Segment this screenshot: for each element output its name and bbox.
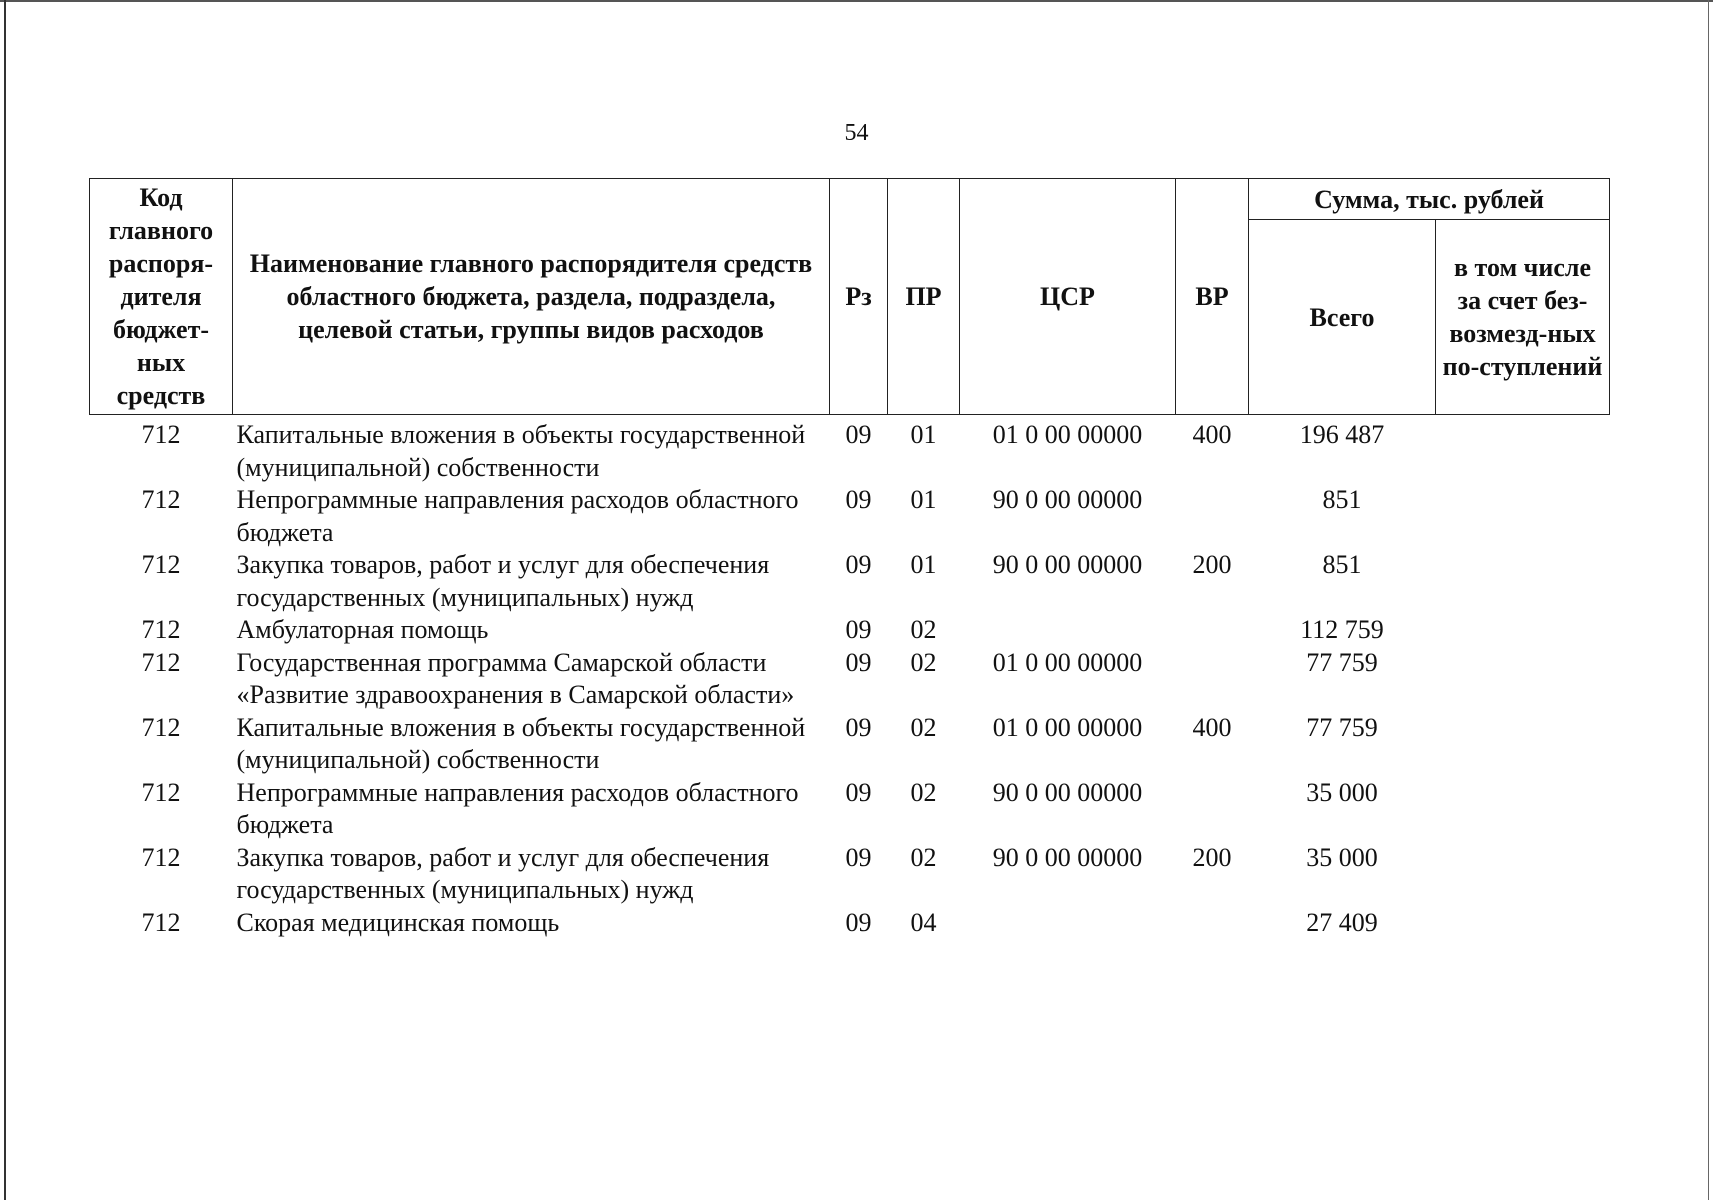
cell-free [1436,712,1610,777]
cell-code: 712 [141,777,181,807]
cell-vr [1176,484,1249,549]
cell-name: Амбулаторная помощь [236,615,489,644]
scan-edge-left [4,0,6,1200]
table-row [90,712,1610,777]
cell-csr: 90 0 00 00000 [992,777,1143,807]
cell-vr: 400 [1192,712,1232,742]
cell-total: 77 759 [1306,712,1378,742]
cell-code: 712 [141,615,181,644]
cell-free [1436,549,1610,614]
cell-csr [960,614,1176,647]
cell-code: 712 [141,842,181,872]
cell-rz: 09 [845,550,872,579]
cell-code: 712 [141,485,181,514]
cell-code: 712 [141,712,181,742]
cell-pr: 01 [910,485,937,514]
cell-pr: 02 [910,777,937,807]
table-row [90,614,1610,647]
cell-vr [1176,907,1249,940]
cell-free [1436,484,1610,549]
cell-code: 712 [141,420,181,449]
cell-free [1436,614,1610,647]
table-row [90,415,1610,485]
cell-free [1436,907,1610,940]
page-number: 54 [844,120,869,146]
header-csr: ЦСР [960,179,1176,415]
budget-table [89,178,1610,939]
cell-name: Закупка товаров, работ и услуг для обеспечения государственных (муниципальных) нужд [236,842,770,904]
cell-code: 712 [141,647,181,677]
cell-name: Капитальные вложения в объекты государственной (муниципальной) собственности [236,420,806,482]
cell-total: 112 759 [1300,615,1384,644]
cell-rz: 09 [845,712,872,742]
cell-rz: 09 [845,615,872,644]
table-header [90,179,1610,415]
cell-name: Государственная программа Самарской области «Развитие здравоохранения в Самарской области» [236,647,795,709]
scan-edge-top [0,0,1713,2]
header-vr: ВР [1176,179,1249,415]
table-row [90,777,1610,842]
cell-code: 712 [141,550,181,579]
cell-rz: 09 [845,777,872,807]
cell-pr: 04 [910,907,937,937]
cell-pr: 02 [910,615,937,644]
header-total: Всего [1249,220,1436,415]
cell-csr: 90 0 00 00000 [992,550,1143,579]
cell-vr [1176,647,1249,712]
header-sum-group: Сумма, тыс. рублей [1249,179,1610,220]
cell-pr: 02 [910,712,937,742]
cell-csr: 01 0 00 00000 [992,420,1143,449]
cell-total: 77 759 [1306,647,1378,677]
cell-rz: 09 [845,842,872,872]
cell-vr [1176,614,1249,647]
cell-rz: 09 [845,647,872,677]
cell-name: Непрограммные направления расходов областного бюджета [236,777,799,839]
cell-free [1436,415,1610,485]
cell-code: 712 [141,907,181,937]
cell-name: Капитальные вложения в объекты государственной (муниципальной) собственности [236,712,806,774]
cell-rz: 09 [845,420,872,449]
cell-rz: 09 [845,485,872,514]
cell-pr: 01 [910,550,937,579]
cell-total: 27 409 [1306,907,1378,937]
cell-free [1436,842,1610,907]
cell-vr: 200 [1192,842,1232,872]
header-code: Код главного распоря-дителя бюджет-ных средств [90,179,233,415]
cell-csr: 90 0 00 00000 [992,842,1143,872]
cell-pr: 01 [910,420,937,449]
cell-name: Скорая медицинская помощь [236,907,560,937]
cell-name: Непрограммные направления расходов областного бюджета [236,485,799,547]
header-rz: Рз [830,179,888,415]
cell-free [1436,647,1610,712]
cell-pr: 02 [910,647,937,677]
cell-vr [1176,777,1249,842]
cell-pr: 02 [910,842,937,872]
cell-total: 851 [1322,550,1362,579]
scan-edge-right [1708,0,1709,1200]
header-free: в том числе за счет без-возмезд-ных по-ступлений [1436,220,1610,415]
cell-total: 35 000 [1306,842,1378,872]
cell-csr [960,907,1176,940]
cell-name: Закупка товаров, работ и услуг для обеспечения государственных (муниципальных) нужд [236,550,770,612]
cell-free [1436,777,1610,842]
cell-total: 196 487 [1299,420,1385,449]
cell-total: 35 000 [1306,777,1378,807]
header-pr: ПР [888,179,960,415]
header-name: Наименование главного распорядителя средств областного бюджета, раздела, подраздела, целевой статьи, группы видов расходов [233,179,830,415]
table-body [90,415,1610,940]
table-row [90,907,1610,940]
table-row [90,842,1610,907]
cell-rz: 09 [845,907,872,937]
cell-vr: 200 [1192,550,1232,579]
cell-csr: 01 0 00 00000 [992,647,1143,677]
cell-csr: 01 0 00 00000 [992,712,1143,742]
cell-total: 851 [1322,485,1362,514]
cell-csr: 90 0 00 00000 [992,485,1143,514]
table-row [90,549,1610,614]
table-row [90,484,1610,549]
cell-vr: 400 [1192,420,1232,449]
table-row [90,647,1610,712]
